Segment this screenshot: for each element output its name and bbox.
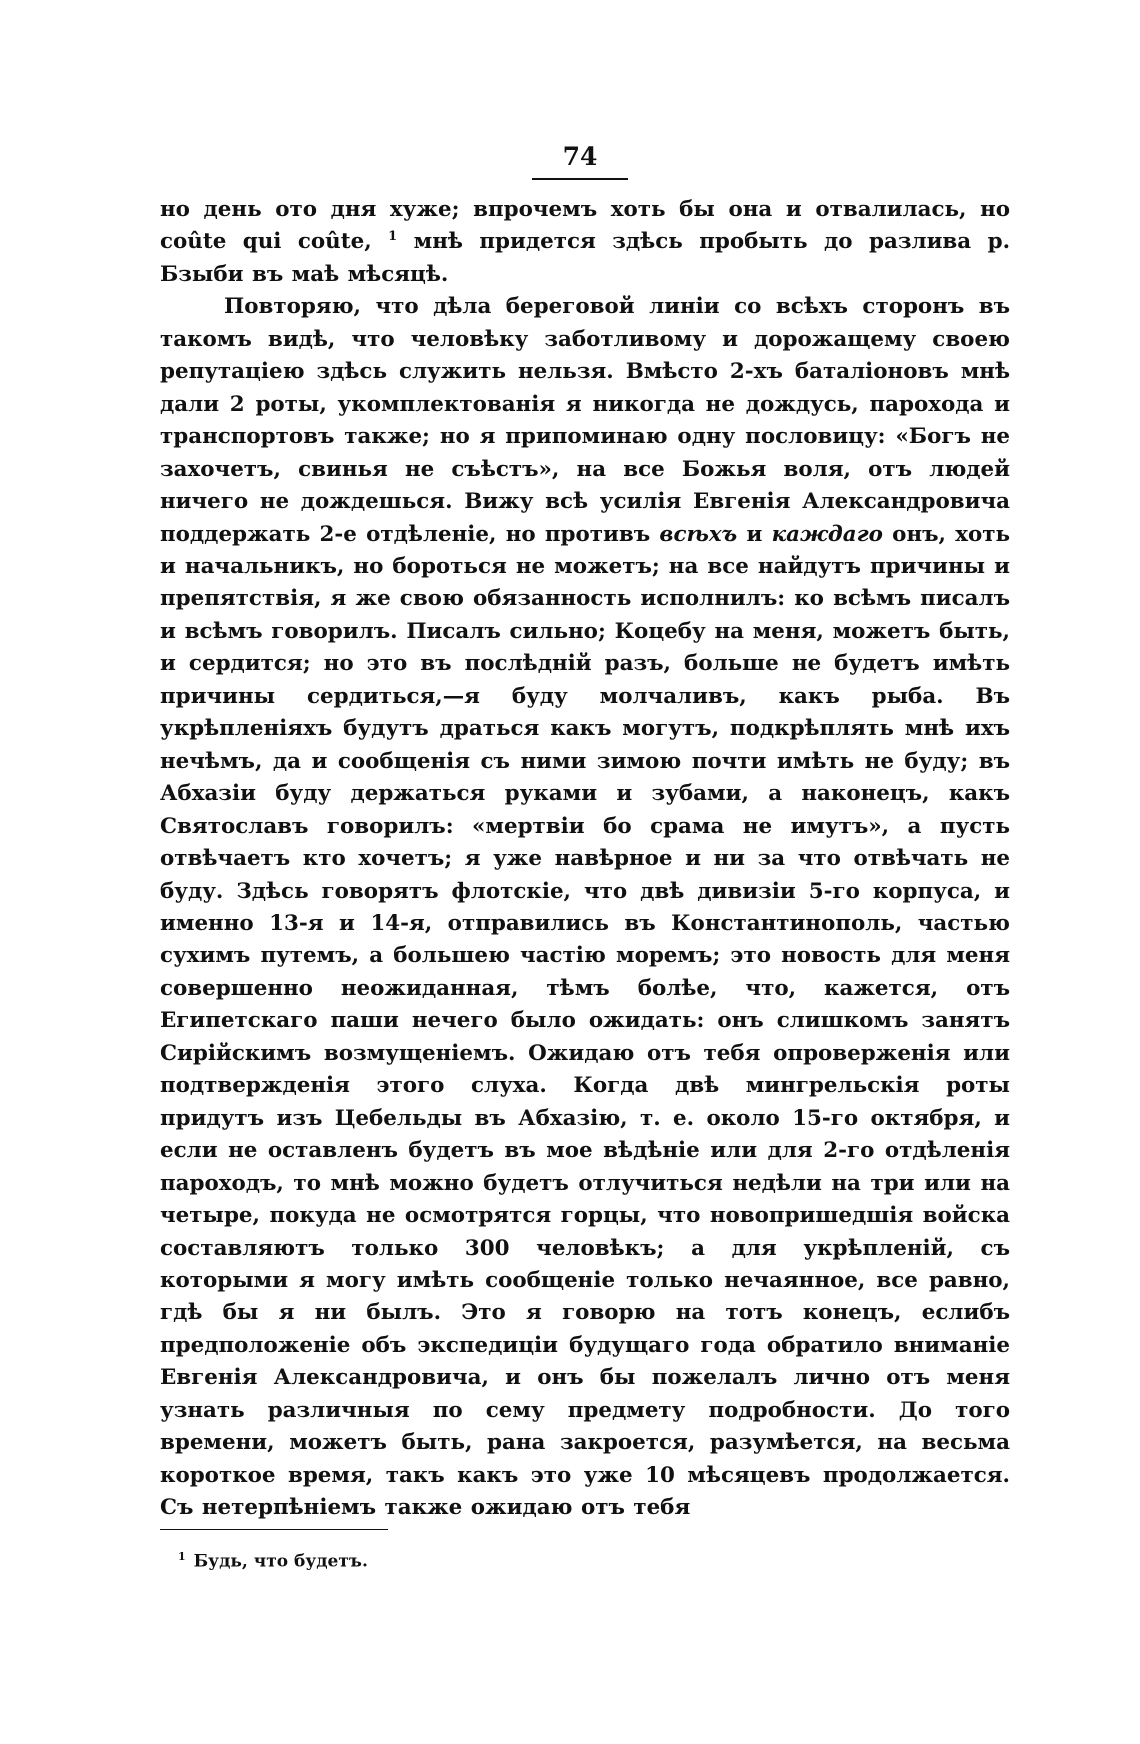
- page-number: 74: [562, 142, 598, 171]
- conjunction-i: и: [746, 521, 763, 547]
- italic-word-kazhdago: каждаго: [771, 521, 883, 547]
- paragraph-2-text-b: онъ, хоть и начальникъ, но бороться не можетъ; на все найдутъ причины и препятствія, я же свою обязанность исполнилъ: ко всѣмъ писалъ и всѣмъ говорилъ. Писалъ сильно; Коцебу на меня, можетъ быть, и сердится; но это въ послѣдній разъ, больше не будетъ имѣть причины сердиться,—я буду молчаливъ, какъ рыба. Въ укрѣпленіяхъ будутъ драться какъ могутъ, подкрѣплять мнѣ ихъ нечѣмъ, да и сообщенія съ ними зимою почти имѣть не буду; въ Абхазіи буду держаться руками и зубами, а наконецъ, какъ Святославъ говорилъ: «мертвіи бо срама не имутъ», а пусть отвѣчаетъ кто хочетъ; я уже навѣрное и ни за что отвѣчать не буду. Здѣсь говорятъ флотскіе, что двѣ дивизіи 5-го корпуса, и именно 13-я и 14-я, отправились въ Константинополь, частью сухимъ путемъ, а большею частію моремъ; это новость для меня совершенно неожиданная, тѣмъ болѣе, что, кажется, отъ Египетскаго паши нечего было ожидать: онъ слишкомъ занятъ Сирійскимъ возмущеніемъ. Ожидаю отъ тебя опроверженія или подтвержденія этого слуха. Когда двѣ мингрельскія роты придутъ изъ Цебельды въ Абхазію, т. е. около 15-го октября, и если не оставленъ будетъ въ мое вѣдѣніе или для 2-го отдѣленія пароходъ, то мнѣ можно будетъ отлучиться недѣли на три или на четыре, покуда не осмотрятся горцы, что новопришедшія войска составляютъ только 300 человѣкъ; а для укрѣпленій, съ которыми я могу имѣть сообщеніе только нечаянное, все равно, гдѣ бы я ни былъ. Это я говорю на тотъ конецъ, еслибъ предположеніе объ экспедиціи будущаго года обратило вниманіе Евгенія Александровича, и онъ бы пожелалъ лично отъ меня узнать различныя по сему предмету подробности. До того времени, можетъ быть, рана закроется, разумѣется, на весьма короткое время, такъ какъ это уже 10 мѣсяцевъ продолжается. Съ нетерпѣніемъ также ожидаю отъ тебя: [160, 521, 1010, 1521]
- main-text: [160, 194, 1010, 1525]
- paragraph-1-text-b: мнѣ придется здѣсь пробыть до разлива р. Бзыби въ маѣ мѣсяцѣ.: [160, 229, 1011, 287]
- italic-word-vsekh: всѣхъ: [659, 521, 738, 547]
- footnote-marker: 1: [178, 1550, 186, 1563]
- page-number-rule: [532, 178, 628, 180]
- paragraph-2-text-a: Повторяю, что дѣла береговой линіи со всѣхъ сторонъ въ такомъ видѣ, что человѣку заботливому и дорожащему своею репутаціею здѣсь служить нельзя. Вмѣсто 2-хъ баталіоновъ мнѣ дали 2 роты, укомплектованія я никогда не дождусь, парохода и транспортовъ также; но я припоминаю одну пословицу: «Богъ не захочетъ, свинья не съѣстъ», на все Божья воля, отъ людей ничего не дождешься. Вижу всѣ усилія Евгенія Александровича поддержать 2-е отдѣленіе, но противъ: [160, 294, 1010, 547]
- paragraph-2: [160, 291, 1010, 1524]
- footnote: [178, 1550, 368, 1572]
- paragraph-1: [160, 194, 1010, 291]
- footnote-reference: 1: [388, 229, 398, 245]
- paragraph-1-text-a: но день ото дня хуже; впрочемъ хоть бы она и отвалилась, но coûte qui coûte,: [160, 197, 1010, 255]
- footnote-text: Будь, что будетъ.: [193, 1551, 368, 1572]
- footnote-divider: [160, 1529, 388, 1530]
